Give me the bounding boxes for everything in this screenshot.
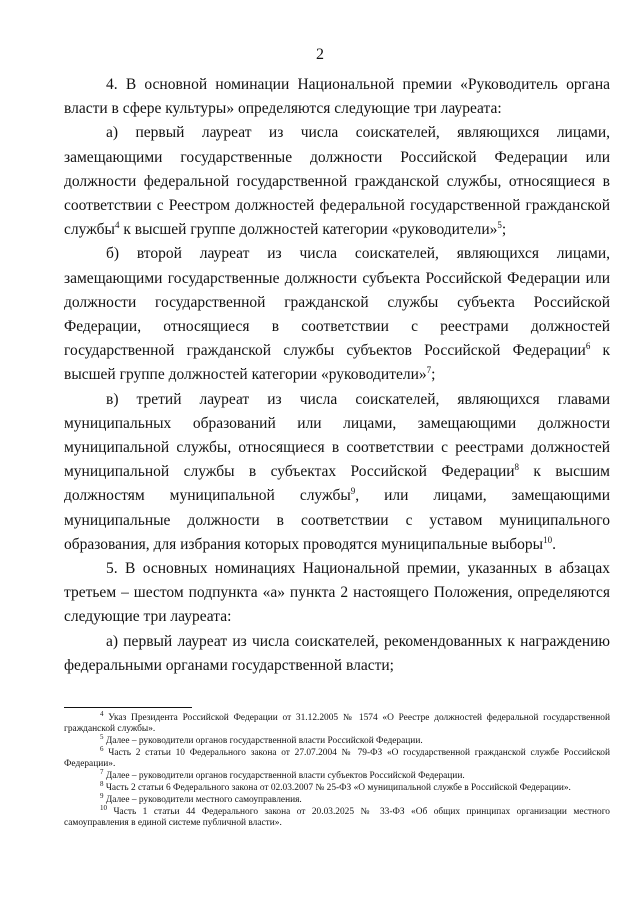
footnote-number: 7 — [100, 767, 104, 776]
paragraph-text: к высшим должностям муниципальной службы — [64, 463, 610, 505]
footnote-text: Далее – руководители органов государственной власти субъектов Российской Федерации. — [103, 770, 465, 781]
paragraph-p5a — [64, 630, 610, 678]
paragraph-p5 — [64, 557, 610, 630]
footnotes — [64, 709, 610, 830]
footnote-9 — [64, 791, 610, 806]
footnote-4 — [64, 709, 610, 735]
paragraph-p4c — [64, 388, 610, 557]
paragraph-text: ; — [431, 366, 436, 384]
footnote-text: Часть 1 статьи 44 Федерального закона от 20.03.2025 № 33-ФЗ «Об общих принципах организации местного самоуправления в единой системе публичной власти». — [64, 807, 610, 828]
footnote-ref: 8 — [514, 462, 520, 473]
footnote-text: Далее – руководители органов государственной власти Российской Федерации. — [103, 735, 423, 746]
paragraph-text: ; — [501, 221, 507, 239]
paragraph-text: 5. В основных номинациях Национальной премии, указанных в абзацах третьем – шестом подпункта «а» пункта 2 настоящего Положения, определяются следующие три лауреата: — [64, 560, 610, 626]
paragraph-text: 4. В основной номинации Национальной премии «Руководитель органа власти в сфере культуры» определяются следующие три лауреата: — [64, 76, 610, 118]
paragraph-text: б) второй лауреат из числа соискателей, являющихся лицами, замещающими государственные должности субъекта Российской Федерации или должности государственной гражданской службы субъекта Российской Федерации, относящиеся в соответствии с реестрами должностей государственной гражданской службы субъектов Российской Федерации — [64, 245, 610, 360]
document-body — [64, 73, 610, 678]
footnote-7 — [64, 767, 610, 782]
footnote-separator — [64, 707, 192, 708]
footnote-text: Далее – руководители местного самоуправления. — [103, 795, 302, 806]
paragraph-p4 — [64, 73, 610, 121]
footnote-text: Указ Президента Российской Федерации от 31.12.2005 № 1574 «О Реестре должностей федеральной государственной гражданской службы». — [64, 713, 610, 734]
footnote-number: 9 — [100, 791, 104, 800]
footnote-ref: 7 — [426, 365, 432, 376]
footnote-ref: 9 — [350, 486, 356, 497]
footnote-text: Часть 2 статьи 10 Федерального закона от 27.07.2004 № 79-ФЗ «О государственной гражданской службе Российской Федерации». — [64, 747, 610, 769]
paragraph-text: к высшей группе должностей категории «руководители» — [64, 342, 610, 384]
footnote-ref: 10 — [543, 534, 553, 545]
footnote-number: 5 — [100, 732, 104, 741]
footnote-text: Часть 2 статьи 6 Федерального закона от 02.03.2007 № 25-ФЗ «О муниципальной службе в Российской Федерации». — [103, 782, 571, 793]
footnote-8 — [64, 779, 610, 794]
paragraph-text: а) первый лауреат из числа соискателей, рекомендованных к награждению федеральными органами государственной власти; — [64, 632, 610, 674]
page-number: 2 — [316, 46, 324, 63]
footnote-ref: 4 — [114, 220, 120, 231]
footnote-5 — [64, 732, 610, 747]
paragraph-text: . — [552, 535, 556, 553]
footnote-10 — [64, 804, 610, 829]
footnote-number: 6 — [100, 744, 104, 753]
paragraph-text: к высшей группе должностей категории «руководители» — [119, 221, 498, 239]
footnote-ref: 5 — [497, 220, 502, 231]
footnote-number: 10 — [100, 804, 107, 813]
footnote-number: 4 — [100, 709, 104, 718]
footnote-number: 8 — [100, 779, 104, 788]
footnote-ref: 6 — [585, 341, 591, 352]
footnote-6 — [64, 744, 610, 770]
paragraph-text: а) первый лауреат из числа соискателей, являющихся лицами, замещающими государственные должности Российской Федерации или должности федеральной государственной гражданской службы, относящиеся в соответствии с Реестром должностей федеральной государственной гражданской службы — [64, 124, 610, 239]
paragraph-p4a — [64, 121, 610, 242]
paragraph-p4b — [64, 242, 610, 387]
paragraph-text: , или лицами, замещающими муниципальные должности в соответствии с уставом муниципального образования, для избрания которых проводятся муниципальные выборы — [64, 487, 610, 553]
paragraph-text: в) третий лауреат из числа соискателей, являющихся главами муниципальных образований или лицами, замещающими должности муниципальной службы, относящиеся в соответствии с реестрами должностей муниципальной службы в субъектах Российской Федерации — [64, 390, 610, 481]
